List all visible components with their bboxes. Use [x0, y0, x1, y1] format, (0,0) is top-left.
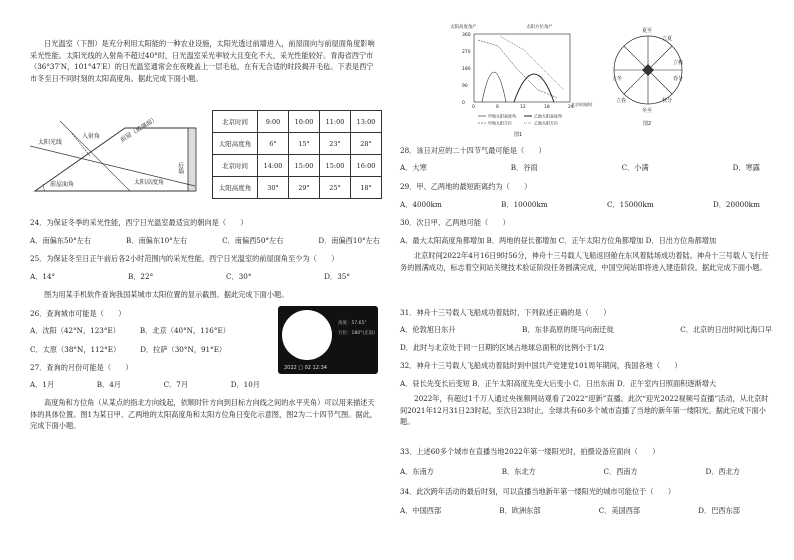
chart-legend [478, 113, 562, 126]
table-cell: 13:00 [351, 111, 382, 133]
label-sun-alt: 太阳高度角 [134, 179, 165, 186]
phone-info [338, 319, 375, 339]
table-cell: 16:00 [351, 155, 382, 177]
series-jia-azimuth [478, 40, 558, 98]
options-30: A．最大太阳高度角都增加 B．两地的昼长都增加 C．正午太阳方位角都增加 D．日出方位角都增加 [400, 236, 717, 245]
series-jia-altitude [482, 72, 506, 102]
table-cell: 北京时间 [213, 111, 258, 133]
options-26b [30, 344, 226, 355]
solar-term-label: 春分 [673, 76, 684, 82]
table-cell: 太阳高度角 [213, 177, 258, 199]
phone-time-bar [284, 365, 327, 371]
y-tick-label: 360 [462, 33, 471, 38]
options-29 [400, 199, 760, 210]
options-33 [400, 466, 740, 477]
intro-paragraph: 日光温室（下图）是充分利用太阳能的一种农业设施，太阳光透过前墙进入，前屋面向与前屋面角度影响采光性能。太阳光线的入射角不超过40°时，日光温室采光率较大且变化不大，采光性能较好。青海省西宁市（36°37′N，101°47′E）的日光温室通常会在夜晚盖上一层毛毡，在有无合适的时段揭开毛毡。下表是西宁市冬至日不同时刻的太阳高度角。据此完成下面小题。 [30, 39, 375, 83]
question-34: 34．此次跨年活动的最后时刻，可以直播当地新年第一缕阳光的城市可能位于（ ） [400, 487, 676, 496]
options-28 [400, 162, 760, 173]
table-cell: 北京时间 [213, 155, 258, 177]
table-cell: 18° [351, 177, 382, 199]
y-tick-label: 0 [462, 101, 465, 106]
chart-xlabel: 北京时间/时 [571, 102, 593, 107]
altitude-readout: 高度：57.65° [338, 321, 367, 326]
x-tick-label: 24 [568, 105, 574, 110]
label-front-angle: 前屋面角 [50, 181, 75, 188]
table-cell: 太阳高度角 [213, 133, 258, 155]
options-26a [30, 325, 230, 336]
label-front: 前屋（玻璃面） [119, 115, 159, 144]
y-tick-label: 180 [462, 67, 471, 72]
intro-3: 高度角和方位角（从某点的指北方向线起，依顺时针方向到目标方向线之间的水平夹角）可以用来描述天体的具体位置。图1为某日甲、乙两地的太阳高度角和太阳方位角日变化示意图，图2为二十四节气图。据此，完成下面小题。 [30, 398, 377, 430]
option[interactable]: B．10000km [501, 200, 548, 209]
question-29: 29．甲、乙两地的最短距离约为（ ） [400, 182, 532, 191]
question-28: 28．该日对应的二十四节气最可能是（ ） [400, 146, 546, 155]
figure-2-solar-terms [610, 24, 686, 128]
table-cell: 9:00 [258, 111, 289, 133]
table-cell: 15° [289, 133, 320, 155]
option[interactable]: A．4000km [400, 200, 442, 209]
question-24: 24．为保证冬季的采光性能，西宁日光温室最适宜的朝向是（ ） [30, 218, 248, 227]
option[interactable]: B．谷雨 [510, 163, 538, 172]
sun-altitude-table [212, 110, 382, 199]
table-cell: 6° [258, 133, 289, 155]
legend-label: 乙地太阳高度角 [534, 113, 562, 119]
table-cell: 28° [351, 133, 382, 155]
option[interactable]: C．30° [226, 272, 252, 281]
x-tick-label: 18 [544, 105, 550, 110]
table-cell: 14:00 [258, 155, 289, 177]
x-tick-label: 12 [520, 105, 526, 110]
option[interactable]: D．35° [324, 272, 350, 281]
options-24 [30, 235, 380, 246]
solar-term-label: 冬至 [642, 108, 653, 114]
option[interactable]: C．西南方 [603, 467, 638, 476]
options-31 [400, 324, 772, 335]
solar-term-label: 立夏 [662, 36, 673, 42]
solar-term-label: 夏至 [642, 28, 653, 34]
figure-2-caption: 图2 [643, 121, 652, 127]
option[interactable]: C．南偏西50°左右 [222, 236, 284, 245]
options-25 [30, 271, 350, 282]
table-cell: 15:00 [320, 155, 351, 177]
options-34 [400, 505, 740, 516]
intro-2: 图为用某手机软件查询我国某城市太阳位置的显示截图。据此完成下面小题。 [44, 290, 289, 299]
question-31: 31．神舟十三号载人飞船成功着陆时，下列叙述正确的是（ ） [400, 308, 611, 317]
legend-label: 甲地太阳方位 [488, 120, 512, 126]
label-sunlight: 太阳光线 [38, 139, 63, 146]
options-32: A．昼长先变长后变短 B．正午太阳高度先变大后变小 C．日出东南 D．正午室内日照面积逐渐增大 [400, 379, 717, 388]
legend-label: 乙地太阳方位 [534, 120, 558, 126]
option[interactable]: B．4月 [96, 380, 121, 389]
question-27: 27．查询的月份可能是（ ） [30, 363, 133, 372]
y-tick-label: 90 [462, 84, 468, 89]
chart-title-right: 太阳方位角/° [526, 25, 553, 30]
option[interactable]: C．太原（38°N，112°E） [30, 345, 121, 354]
option[interactable]: A．东南方 [400, 467, 434, 476]
figure-1-caption: 图1 [514, 132, 523, 138]
intro-4: 北京时间2022年4月16日9时56分，神舟十三号载人飞船返回舱在东风着陆场成功着陆。神舟十三号载人飞行任务的圆满成功，标志着空间站关键技术验证阶段任务圆满完成，中国空间站即将进入建造阶段。据此完成下面小题。 [400, 251, 769, 272]
phone-screenshot [278, 306, 378, 374]
option[interactable]: B．北京（40°N，116°E） [139, 326, 230, 335]
table-cell: 15:00 [289, 155, 320, 177]
option[interactable]: D．10月 [230, 380, 260, 389]
solar-term-label: 立春 [616, 98, 627, 104]
label-incident: 入射角 [82, 133, 101, 140]
question-30: 30．次日甲、乙两地可能（ ） [400, 218, 510, 227]
option[interactable]: D．巴西东部 [698, 506, 740, 515]
table-cell: 30° [258, 177, 289, 199]
question-32: 32．神舟十三号载人飞船成功着陆时到中国共产党建党101周年期间，我国各地（ ） [400, 361, 682, 370]
sun-circle [282, 310, 332, 360]
series-yi-azimuth [500, 36, 564, 90]
table-cell: 25° [320, 177, 351, 199]
option[interactable]: D．20000km [712, 200, 760, 209]
option[interactable]: C．美国西部 [598, 506, 641, 515]
option[interactable]: C．7月 [163, 380, 189, 389]
option[interactable]: D．寒露 [732, 163, 760, 172]
solar-term-label: 立秋 [673, 60, 684, 66]
figure-1-chart [408, 20, 608, 138]
solar-term-label: 秋分 [662, 98, 673, 104]
table-cell: 11:00 [320, 111, 351, 133]
table-cell: 29° [289, 177, 320, 199]
option[interactable]: A．1月 [30, 380, 55, 389]
option[interactable]: A．中国西部 [400, 506, 442, 515]
greenhouse-diagram [30, 106, 210, 204]
option[interactable]: D．拉萨（30°N，91°E） [140, 345, 227, 354]
option[interactable]: A．伦敦旭日东升 [400, 325, 456, 334]
option[interactable]: B．22° [127, 272, 154, 281]
question-26: 26．查询城市可能是（ ） [30, 309, 126, 318]
option[interactable]: A．14° [30, 272, 56, 281]
option[interactable]: B．欧洲东部 [499, 506, 541, 515]
time-readout: 2022 □ 02 12:34 [284, 365, 327, 371]
option[interactable]: B．东非高原的斑马向南迁徙 [522, 325, 614, 334]
legend-label: 甲地太阳高度角 [488, 113, 516, 119]
option[interactable]: C．北京的日出时间比海口早 [680, 325, 772, 334]
table-cell: 23° [320, 133, 351, 155]
question-25: 25．为保证冬至日正午前后各2小时范围内的采光性能，西宁日光温室的前屋面角至少为（ ） [30, 254, 339, 263]
option[interactable]: D．西北方 [705, 467, 740, 476]
solar-term-label: 立冬 [612, 76, 623, 82]
option[interactable]: A．南偏东50°左右 [30, 236, 92, 245]
option[interactable]: D．南偏西10°左右 [318, 236, 380, 245]
option[interactable]: A．沈阳（42°N，123°E） [30, 326, 120, 335]
intro-5: 2022年，有超过1千万人通过央视频网站观看了2022“迎新”直播。此次“迎光2022视频号直播”活动，从北京时间2021年12月31日23时起，至次日23时止，全球共有60多个城市直播了当地的新年第一缕阳光。据此完成下面小题。 [400, 394, 769, 426]
azimuth-readout: 方位：180°(正南) [338, 331, 375, 336]
option[interactable]: A．大寒 [400, 163, 427, 172]
option[interactable]: B．南偏东10°左右 [125, 236, 188, 245]
option[interactable]: B．东北方 [501, 467, 536, 476]
x-tick-label: 6 [496, 105, 499, 110]
option[interactable]: C．小满 [621, 163, 649, 172]
label-back: 后墙 [176, 162, 184, 174]
option-31-d[interactable]: D．此时与北京处于同一日期的区域占地球总面积的比例小于1/2 [400, 343, 605, 352]
series-yi-altitude [514, 74, 554, 102]
option[interactable]: C．15000km [606, 200, 654, 209]
question-33: 33．上述60多个城市在直播当地2022年第一缕阳光时，拍摄设备应面向（ ） [400, 447, 660, 456]
x-tick-label: 0 [472, 105, 475, 110]
options-27 [30, 379, 260, 390]
chart-title-left: 太阳高度角/° [450, 25, 477, 30]
table-cell: 10:00 [289, 111, 320, 133]
y-tick-label: 270 [462, 50, 471, 55]
